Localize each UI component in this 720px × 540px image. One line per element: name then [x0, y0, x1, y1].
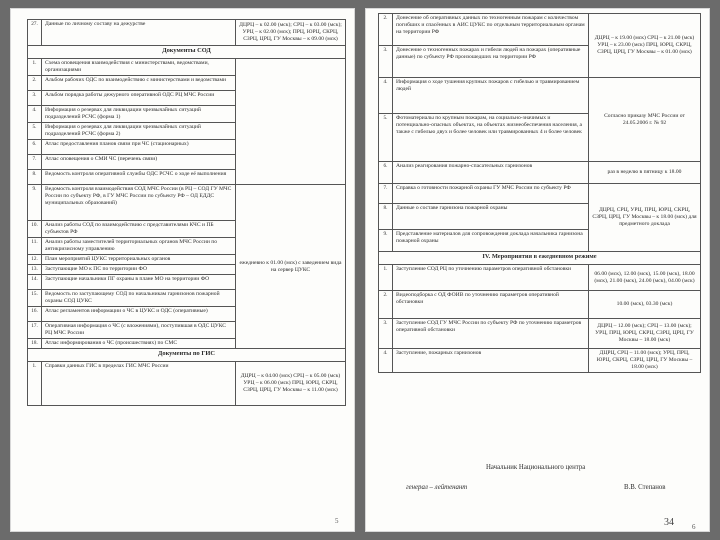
table-row: 9. Ведомость контроля взаимодействия СОД МЧС России (в РЦ – СОД ГУ МЧС России по субъекту РФ, в ГУ МЧС России по субъекту РФ – ОД ЕДДС муниципальных образований) ежедневно к 01.00 (мск) с заведением вида на сервер ЦУКС	[28, 185, 346, 221]
table-row: 15. Ведомость по заступающему СОД по начальникам гарнизонов пожарной охраны СОД ЦУКС	[28, 290, 346, 307]
table-row: 16. Атлас регламентов информации о ЧС в ЦУКС и ОДС (оперативные)	[28, 307, 346, 322]
page-number: 5	[335, 517, 339, 525]
table-row: 1. Справки данных ГИС в пределах ГИС МЧС России ДЦРЦ – к 04.00 (мск) СРЦ – к 05.00 (мск) УРЦ – к 06.00 (мск) ПРЦ, ЮРЦ, СКРЦ, СЗРЦ, ЦРЦ, ГУ Москвы – к 11.00 (мск)	[28, 362, 346, 406]
table-row: 12. План мероприятий ЦУКС территориальных органов	[28, 255, 346, 265]
table-row: 11. Анализ работы заместителей территориальных органов МЧС России по антикризисному управлению	[28, 238, 346, 255]
table-row: 5. Фотоматериалы по крупным пожарам, на социально-значимых и потенциально-опасных объектах, на объектах жизнеобеспечения населения, а также с гибелью двух и более человек или травмированных 4 и более человек	[379, 114, 701, 162]
signature-name: В.В. Степанов	[624, 484, 666, 491]
table-row: 4. Информация о ходе тушения крупных пожаров с гибелью и травмированием людей Согласно приказу МЧС России от 24.05.2006 г. № 92	[379, 78, 701, 114]
table-row: 8. Данные о составе гарнизона пожарной охраны	[379, 204, 701, 230]
table-row: 6. Анализ реагирования пожарно-спасательных гарнизонов раз в неделю в пятницу к 18.00	[379, 162, 701, 184]
signature-title: Начальник Национального центра	[486, 464, 586, 471]
table-row: 7. Атлас оповещения о СМИ ЧС (перечень связи)	[28, 155, 346, 170]
table-row: 1. Заступление СОД РЦ по уточнению параметров оперативной обстановки 06.00 (мск), 12.00 (мск), 15.00 (мск), 18.00 (мск), 21.00 (мск), 24.00 (мск), 04.00 (мск)	[379, 265, 701, 291]
table-row: 5. Информация о резервах для ликвидации чрезвычайных ситуаций подразделений РСЧС (форма 2)	[28, 123, 346, 140]
document-page-right	[365, 8, 710, 532]
section-title: Документы СОД	[28, 46, 346, 59]
table-row: 10. Анализ работы СОД по взаимодействию с представителями КЧС и ПБ субъектов РФ	[28, 221, 346, 238]
table-row: 14. Заступающие начальники ПГ охраны в плане МО на территории ФО	[28, 275, 346, 290]
table-row: 2. Видеоподборка с ОД ФОИВ по уточнению параметров оперативной обстановки 10.00 (мск), 03.30 (мск)	[379, 291, 701, 319]
signature-rank: генерал – лейтенант	[406, 484, 468, 491]
page-number: 6	[692, 523, 696, 531]
table-row: 1. Схема оповещения взаимодействия с министерствами, ведомствами, организациями	[28, 59, 346, 76]
table-row: 3. Альбом порядка работы дежурного оперативной ОДС РЦ МЧС России	[28, 91, 346, 106]
table-row: 17. Оперативная информация о ЧС (с вложениями), поступившая в ОДС ЦУКС РЦ МЧС России	[28, 322, 346, 339]
table-row: 4. Заступление, пожарных гарнизонов ДЦРЦ, СРЦ – 11.00 (мск); УРЦ, ПРЦ, ЮРЦ, СКРЦ, СЗРЦ, ЦРЦ, ГУ Москвы – 18.00 (мск)	[379, 349, 701, 373]
document-page-left	[10, 8, 355, 532]
table-row: 2. Альбом рабочих ОДС по взаимодействию с министерствами и ведомствами	[28, 76, 346, 91]
table-row: 9. Представление материалов для сопровождения доклада начальника гарнизона пожарной охраны	[379, 230, 701, 252]
right-schedule-table	[378, 13, 701, 373]
table-row: 4. Информация о резервах для ликвидации чрезвычайных ситуаций подразделений РСЧС (форма 1)	[28, 106, 346, 123]
section-title: Документы по ГИС	[28, 349, 346, 362]
table-row: 13. Заступающие МО к ПС по территории ФО	[28, 265, 346, 275]
table-row: 3. Заступление СОД ГУ МЧС России по субъекту РФ по уточнению параметров оперативной обстановки ДЦРЦ – 12.00 (мск); СРЦ – 13.00 (мск); УРЦ, ПРЦ, ЮРЦ, СКРЦ, СЗРЦ, ЦРЦ, ГУ Москвы – 18.00 (мск)	[379, 319, 701, 349]
table-row: 7. Справка о готовности пожарной охраны ГУ МЧС России по субъекту РФ ДЦРЦ, СРЦ, УРЦ, ПРЦ, ЮРЦ, СКРЦ, СЗРЦ, ЦРЦ, ГУ Москвы – к 18.00 (мск) для предметного доклада	[379, 184, 701, 204]
overlay-slide-number: 34	[664, 517, 674, 528]
left-schedule-table	[27, 19, 346, 406]
table-row: 3. Донесение о техногенных пожарах и гибели людей на пожарах (оперативные данные) по субъекту РФ произошедших на территории РФ	[379, 46, 701, 78]
table-row: 8. Ведомость контроля оперативной службы ОДС РСЧС о ходе её выполнения	[28, 170, 346, 185]
table-row: 2. Донесение об оперативных данных по техногенным пожарам с количеством погибших и спасённых в АИС ЦУКС по отдельным территориальным органам на территории РФ ДЦРЦ – к 19.00 (мск) СРЦ – к 21.00 (мск) УРЦ – к 23.00 (мск) ПРЦ, ЮРЦ, СКРЦ, СЗРЦ, ЦРЦ, ГУ Москвы – к 01.00 (мск)	[379, 14, 701, 46]
section-header-row	[28, 46, 346, 59]
section-header-row	[379, 252, 701, 265]
section-title: IV. Мероприятия в ежедневном режиме	[379, 252, 701, 265]
table-row: 18. Атлас информирования о ЧС (происшествиях) по СМС	[28, 339, 346, 349]
section-header-row	[28, 349, 346, 362]
table-row: 6. Атлас предоставления планов связи при ЧС (стационарных)	[28, 140, 346, 155]
table-row: 27. Данные по личному составу на дежурстве ДЦРЦ – к 02.00 (мск); СРЦ – к 03.00 (мск); УРЦ – к 02.00 (мск); ПРЦ, ЮРЦ, СКРЦ, СЗРЦ, ЦРЦ, ГУ Москвы – к 09.00 (мск)	[28, 20, 346, 46]
